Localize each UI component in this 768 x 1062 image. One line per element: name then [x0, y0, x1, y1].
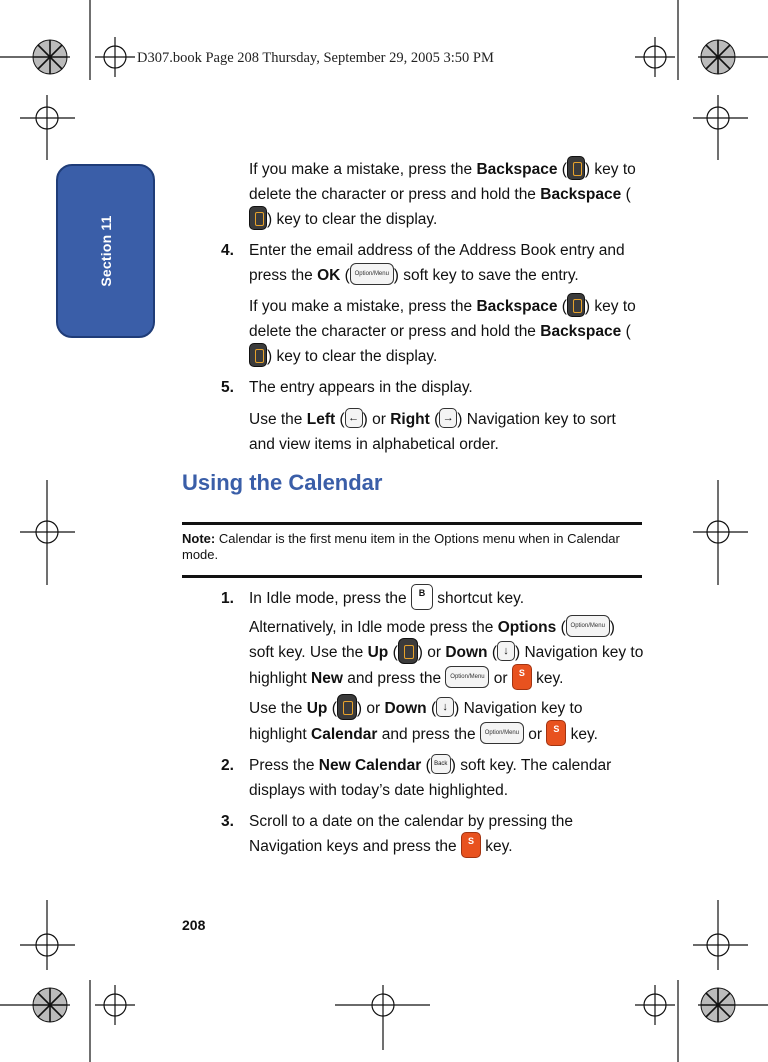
- backspace-key-icon: [567, 156, 585, 180]
- step-2-text: Press the New Calendar ( Back ) soft key. The calendar displays with today’s date highlighted.: [249, 753, 629, 803]
- step-number: 5.: [221, 379, 234, 396]
- note: Note: Calendar is the first menu item in the Options menu when in Calendar mode.: [182, 531, 620, 562]
- s-key-icon: S: [546, 720, 566, 746]
- print-header-stamp: D307.book Page 208 Thursday, September 29, 2005 3:50 PM: [137, 50, 494, 66]
- s-key-icon: S: [461, 832, 481, 858]
- left-arrow-key-icon: ←: [345, 408, 363, 428]
- backspace-key-icon: [249, 343, 267, 367]
- b-shortcut-key-icon: B: [411, 584, 433, 610]
- page-number: 208: [182, 917, 206, 933]
- paragraph-up-down-calendar: Use the Up ( ) or Down ( ↓ ) Navigation key to highlight Calendar and press the Option/Menu or S key.: [249, 696, 644, 748]
- s-key-icon: S: [512, 664, 532, 690]
- step-number: 3.: [221, 813, 234, 830]
- up-key-icon: [398, 638, 418, 664]
- option-menu-key-icon: Option/Menu: [350, 263, 394, 285]
- section-tab: [56, 164, 155, 338]
- back-key-icon: Back: [431, 754, 451, 774]
- step-1-text: In Idle mode, press the B shortcut key.: [249, 586, 649, 612]
- step-number: 2.: [221, 757, 234, 774]
- up-key-icon: [337, 694, 357, 720]
- step-4-text: Enter the email address of the Address Book entry and press the OK ( Option/Menu ) soft key to save the entry.: [249, 242, 625, 284]
- right-arrow-key-icon: →: [439, 408, 457, 428]
- backspace-key-icon: [567, 293, 585, 317]
- step-5-text: The entry appears in the display.: [249, 379, 473, 396]
- paragraph-backspace-2: If you make a mistake, press the Backspace ( ) key to delete the character or press and hold the Backspace () key to clear the display.: [249, 294, 644, 369]
- section-tab-label: Section 11: [97, 215, 114, 287]
- step-number: 4.: [221, 242, 234, 259]
- step-3-text: Scroll to a date on the calendar by pressing the Navigation keys and press the S key.: [249, 809, 599, 860]
- note-top-rule: [182, 522, 642, 525]
- down-arrow-key-icon: ↓: [436, 697, 454, 717]
- option-menu-key-icon: Option/Menu: [566, 615, 610, 637]
- note-bottom-rule: [182, 575, 642, 578]
- backspace-key-icon: [249, 206, 267, 230]
- paragraph-left-right: Use the Left ( ← ) or Right ( → ) Navigation key to sort and view items in alphabetical order.: [249, 407, 641, 457]
- paragraph-options-alternative: Alternatively, in Idle mode press the Options ( Option/Menu ) soft key. Use the Up ( ) or Down ( ↓ ) Navigation key to highlight New and press the Option/Menu or S key.: [249, 615, 644, 692]
- down-arrow-key-icon: ↓: [497, 641, 515, 661]
- option-menu-key-icon: Option/Menu: [480, 722, 524, 744]
- section-heading: Using the Calendar: [182, 470, 383, 495]
- step-number: 1.: [221, 590, 234, 607]
- option-menu-key-icon: Option/Menu: [445, 666, 489, 688]
- paragraph-backspace-1: If you make a mistake, press the Backspace ( ) key to delete the character or press and hold the Backspace () key to clear the display.: [249, 157, 644, 232]
